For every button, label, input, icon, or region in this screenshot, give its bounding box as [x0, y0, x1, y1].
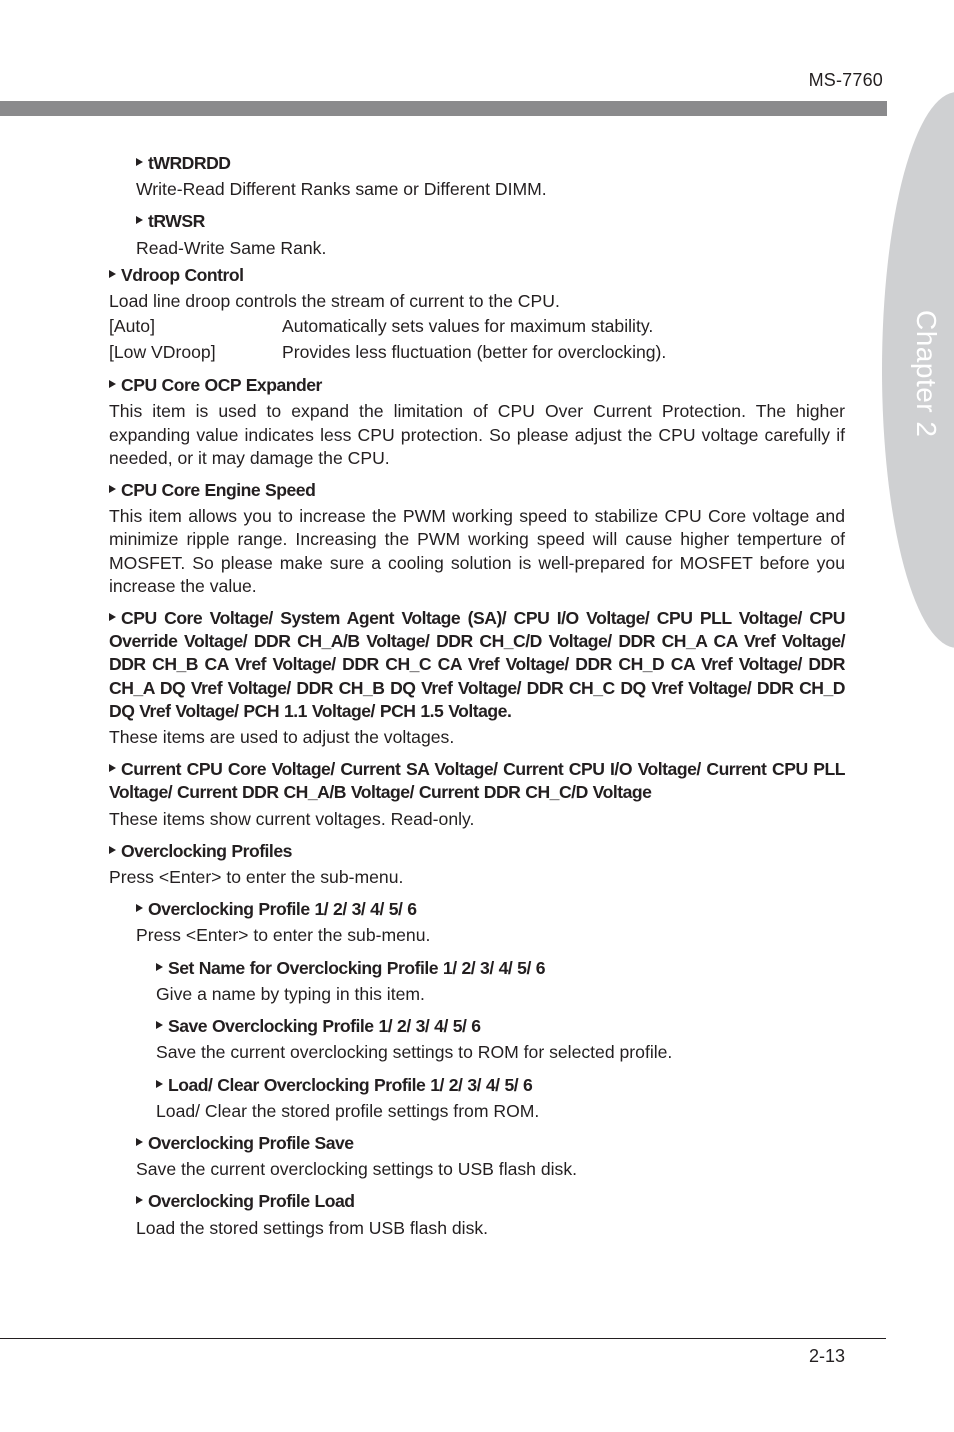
item-title: Current CPU Core Voltage/ Current SA Voltage/ Current CPU I/O Voltage/ Current CPU PLL Voltage/ Current DDR CH_A/B Voltage/ Current DDR CH_C/D Voltage: [109, 759, 845, 803]
triangle-bullet-icon: [156, 1080, 163, 1088]
item-title: tRWSR: [148, 211, 205, 232]
item-title: Set Name for Overclocking Profile 1/ 2/ 3/ 4/ 5/ 6: [168, 957, 546, 978]
item-description: This item allows you to increase the PWM working speed to stabilize CPU Core voltage and minimize ripple range. Increasing the PWM working speed will cause higher temperture of MOSFET. So please make sure a cooling solution is well-prepared for MOSFET before you increase the value.: [109, 506, 845, 596]
item-title: Overclocking Profile Load: [148, 1191, 355, 1212]
item-title: CPU Core OCP Expander: [121, 375, 322, 396]
triangle-bullet-icon: [136, 158, 143, 166]
item-description: Save the current overclocking settings to ROM for selected profile.: [156, 1042, 673, 1063]
triangle-bullet-icon: [136, 1196, 143, 1204]
option-row: [109, 313, 845, 339]
option-key: [Auto]: [109, 316, 155, 337]
item-current-voltages: [109, 758, 845, 804]
triangle-bullet-icon: [136, 216, 143, 224]
item-description: These items show current voltages. Read-only.: [109, 808, 475, 829]
item-description: Write-Read Different Ranks same or Different DIMM.: [136, 179, 547, 200]
item-description: This item is used to expand the limitation of CPU Over Current Protection. The higher expanding value indicates less CPU protection. So please adjust the CPU voltage carefully if needed, or it may damage the CPU.: [109, 401, 845, 468]
item-description: These items are used to adjust the voltages.: [109, 727, 455, 748]
manual-content: [109, 152, 845, 1240]
item-title: Overclocking Profile 1/ 2/ 3/ 4/ 5/ 6: [148, 899, 417, 920]
item-title: Save Overclocking Profile 1/ 2/ 3/ 4/ 5/ 6: [168, 1016, 481, 1037]
model-number: MS-7760: [808, 70, 883, 90]
triangle-bullet-icon: [109, 764, 116, 772]
triangle-bullet-icon: [109, 846, 116, 854]
item-title: Overclocking Profiles: [121, 840, 292, 861]
item-trwsr: [136, 210, 845, 233]
item-description: Give a name by typing in this item.: [156, 983, 425, 1004]
triangle-bullet-icon: [136, 904, 143, 912]
option-value: Provides less fluctuation (better for overclocking).: [282, 342, 667, 363]
item-set-name-profile: [156, 957, 845, 980]
page-number: 2-13: [808, 1346, 845, 1366]
item-vdroop-control: [109, 264, 845, 287]
triangle-bullet-icon: [109, 485, 116, 493]
item-title: tWRDRDD: [148, 153, 231, 173]
triangle-bullet-icon: [109, 613, 116, 621]
footer-rule: [0, 1338, 886, 1339]
item-title: Load/ Clear Overclocking Profile 1/ 2/ 3/ 4/ 5/ 6: [168, 1074, 533, 1095]
chapter-tab-label: Chapter 2: [911, 310, 942, 438]
item-title: Vdroop Control: [121, 264, 244, 285]
triangle-bullet-icon: [156, 963, 163, 971]
triangle-bullet-icon: [156, 1021, 163, 1029]
option-key: [Low VDroop]: [109, 342, 216, 363]
item-twrdrdd: [136, 152, 845, 175]
item-title: CPU Core Voltage/ System Agent Voltage (SA)/ CPU I/O Voltage/ CPU PLL Voltage/ CPU Override Voltage/ DDR CH_A/B Voltage/ DDR CH_C/D Voltage/ DDR CH_A CA Vref Voltage/ DDR CH_B CA Vref Voltage/ DDR CH_C CA Vref Voltage/ DDR CH_D CA Vref Voltage/ DDR CH_A DQ Vref Voltage/ DDR CH_B DQ Vref Voltage/ DDR CH_C DQ Vref Voltage/ DDR CH_D DQ Vref Voltage/ PCH 1.1 Voltage/ PCH 1.5 Voltage.: [109, 608, 845, 721]
item-description: Save the current overclocking settings to USB flash disk.: [136, 1159, 578, 1180]
item-title: CPU Core Engine Speed: [121, 480, 316, 501]
item-description: Load/ Clear the stored profile settings from ROM.: [156, 1100, 540, 1121]
item-description: Press <Enter> to enter the sub-menu.: [109, 867, 404, 888]
item-overclocking-profile-load: [136, 1190, 845, 1213]
item-description: Load line droop controls the stream of current to the CPU.: [109, 291, 560, 312]
option-row: [109, 339, 845, 365]
header-bar: [0, 101, 887, 116]
item-overclocking-profiles: [109, 840, 845, 863]
item-description: Press <Enter> to enter the sub-menu.: [136, 925, 431, 946]
triangle-bullet-icon: [136, 1138, 143, 1146]
item-cpu-core-engine-speed: [109, 479, 845, 502]
item-cpu-core-ocp-expander: [109, 374, 845, 397]
triangle-bullet-icon: [109, 380, 116, 388]
item-voltage-settings: [109, 607, 845, 723]
item-description: Load the stored settings from USB flash disk.: [136, 1217, 489, 1238]
item-save-profile: [156, 1015, 845, 1038]
item-overclocking-profile-save: [136, 1132, 845, 1155]
triangle-bullet-icon: [109, 270, 116, 278]
item-title: Overclocking Profile Save: [148, 1132, 354, 1153]
item-description: Read-Write Same Rank.: [136, 237, 327, 258]
option-value: Automatically sets values for maximum stability.: [282, 316, 654, 337]
item-overclocking-profile-n: [136, 898, 845, 921]
item-load-clear-profile: [156, 1074, 845, 1097]
